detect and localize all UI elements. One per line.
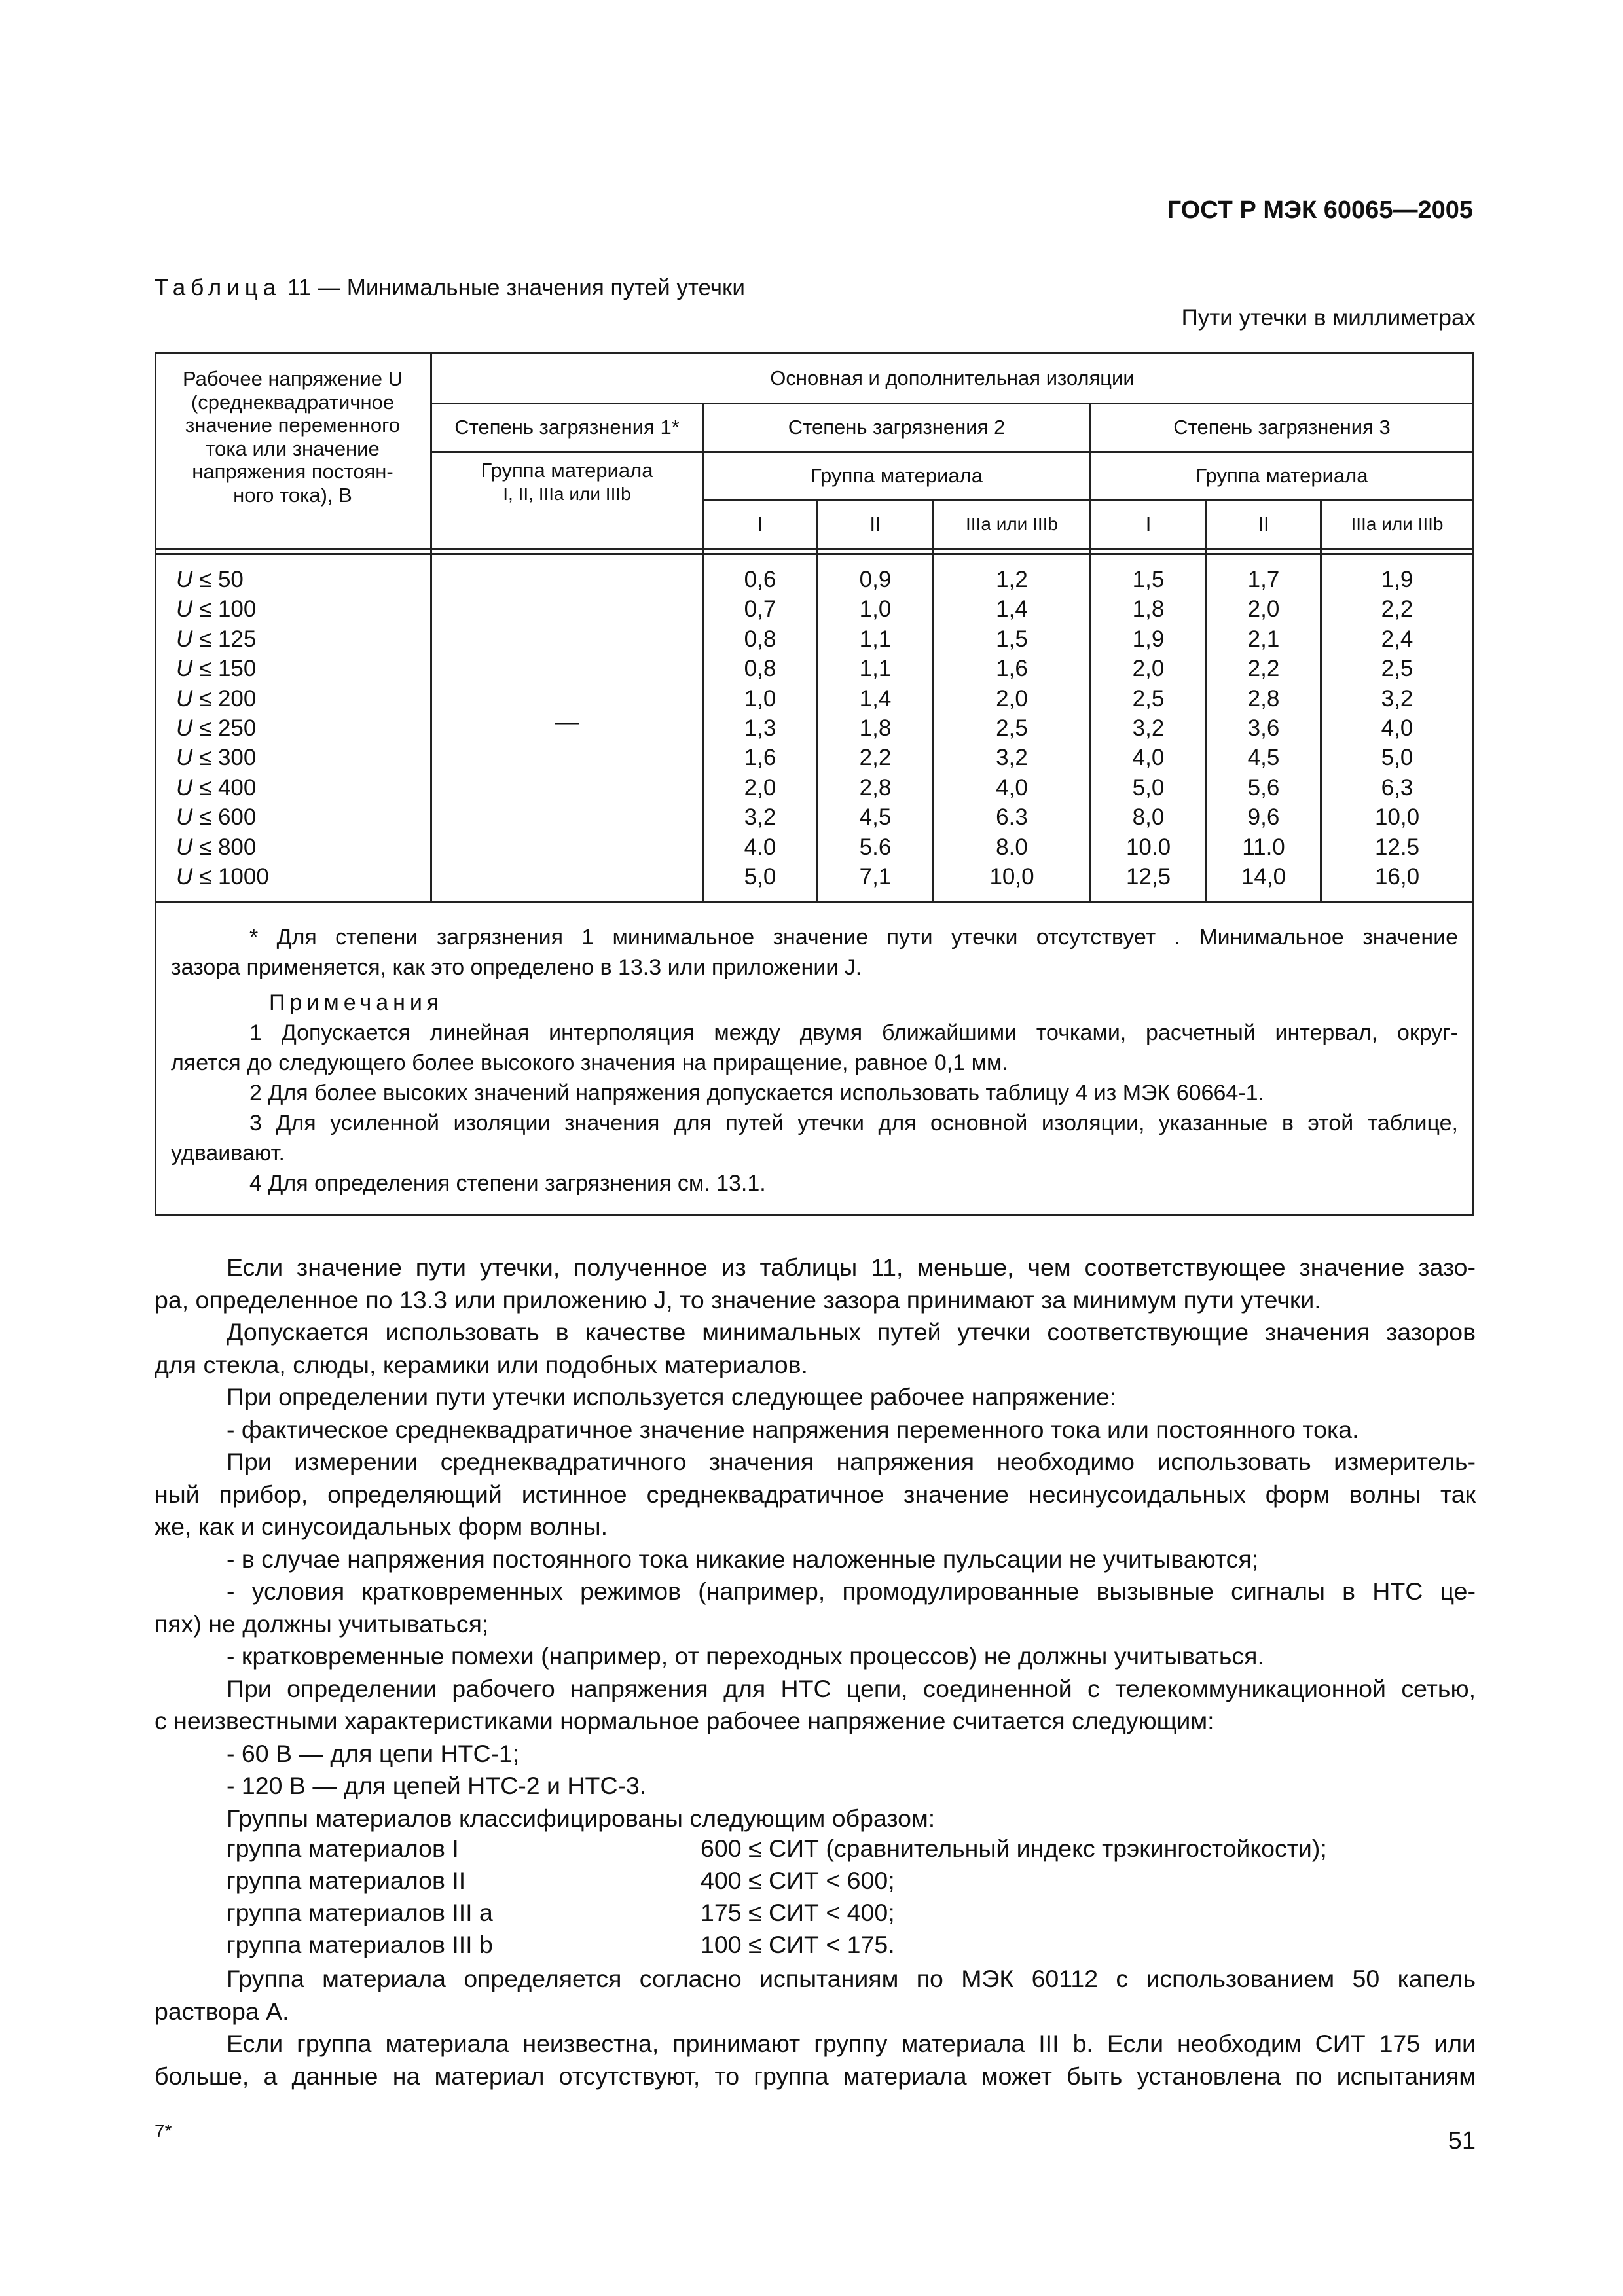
table-caption bbox=[155, 275, 745, 301]
table-rule bbox=[156, 901, 1472, 903]
value-cell: 6,3 bbox=[1381, 774, 1413, 800]
body-line: - фактическое среднеквадратичное значение напряжения переменного тока или постоянного тока. bbox=[227, 1415, 1359, 1443]
table-rule bbox=[156, 548, 1472, 550]
table-rule bbox=[156, 553, 1472, 555]
value-cell: 1,0 bbox=[859, 596, 892, 622]
header-group-pd1-line: Группа материала bbox=[481, 459, 653, 482]
value-cell: 10.0 bbox=[1125, 834, 1171, 860]
value-cell: 3,2 bbox=[1132, 715, 1165, 742]
value-cell: 5,0 bbox=[1132, 774, 1165, 800]
body-line: для стекла, слюды, керамики или подобных материалов. bbox=[155, 1350, 808, 1378]
voltage-limit: ≤ 600 bbox=[192, 804, 257, 831]
value-cell: 10,0 bbox=[989, 864, 1034, 890]
footnote-line: * Для степени загрязнения 1 минимальное значение пути утечки отсутствует . Минимальное значение bbox=[249, 925, 1458, 950]
body-line: с неизвестными характеристиками нормальное рабочее напряжение считается следующим: bbox=[155, 1707, 1214, 1734]
body-line: раствора А. bbox=[155, 1997, 289, 2025]
subheader-pd3-II: II bbox=[1258, 512, 1269, 535]
value-cell: 0,6 bbox=[744, 567, 776, 592]
value-cell: 1,8 bbox=[1132, 596, 1165, 622]
voltage-symbol: U bbox=[176, 626, 193, 652]
voltage-cell bbox=[176, 565, 269, 594]
body-text bbox=[155, 1251, 1476, 1835]
page-number: 51 bbox=[1448, 2127, 1476, 2155]
value-cell: 2,0 bbox=[1132, 656, 1165, 682]
value-cell: 4,0 bbox=[1132, 745, 1165, 771]
value-cell: 1,3 bbox=[744, 715, 776, 742]
value-cell: 12.5 bbox=[1374, 834, 1420, 860]
voltage-symbol: U bbox=[176, 834, 193, 860]
voltage-cell bbox=[176, 654, 269, 683]
material-group-range: 100 ≤ СИТ < 175. bbox=[701, 1931, 895, 1958]
header-voltage-line: (среднеквадратичное bbox=[191, 390, 395, 414]
value-cell: 2,5 bbox=[1381, 656, 1413, 682]
subheader-pd3-III: IIIa или IIIb bbox=[1351, 514, 1444, 534]
note-line: ляется до следующего более высокого значения на приращение, равное 0,1 мм. bbox=[171, 1050, 1008, 1075]
value-cell: 1,9 bbox=[1381, 567, 1413, 592]
notes-title: Примечания bbox=[269, 990, 444, 1015]
value-cell: 3,2 bbox=[744, 804, 776, 831]
body-line: - 60 В — для цепи НТС-1; bbox=[227, 1739, 520, 1767]
value-cell: 1,9 bbox=[1132, 626, 1165, 652]
value-cell: 10,0 bbox=[1374, 804, 1420, 831]
material-group-range: 175 ≤ СИТ < 400; bbox=[701, 1899, 895, 1926]
voltage-symbol: U bbox=[176, 685, 193, 711]
voltage-cell bbox=[176, 833, 269, 862]
value-cell: 12,5 bbox=[1125, 864, 1171, 890]
body-line: При определении пути утечки используется следующее рабочее напряжение: bbox=[227, 1383, 1117, 1410]
body-line: Группа материала определяется согласно испытаниям по МЭК 60112 с использованием 50 капель bbox=[227, 1965, 1476, 1992]
voltage-cell bbox=[176, 713, 269, 743]
body-line: пях) не должны учитываться; bbox=[155, 1609, 489, 1638]
header-voltage-line: значение переменного bbox=[185, 414, 400, 437]
body-line: ный прибор, определяющий истинное среднеквадратичное значение несинусоидальных форм волны так bbox=[155, 1480, 1476, 1508]
pd2-II-column bbox=[818, 565, 932, 891]
header-pd3: Степень загрязнения 3 bbox=[1173, 416, 1391, 439]
value-cell: 5,0 bbox=[1381, 745, 1413, 771]
voltage-symbol: U bbox=[176, 804, 193, 831]
voltage-symbol: U bbox=[176, 567, 193, 592]
voltage-symbol: U bbox=[176, 774, 193, 800]
value-cell: 2,2 bbox=[859, 745, 892, 771]
body-line: - 120 В — для цепей НТС-2 и НТС-3. bbox=[227, 1772, 647, 1799]
value-cell: 3,2 bbox=[996, 745, 1028, 771]
note-line: 3 Для усиленной изоляции значения для путей утечки для основной изоляции, указанные в этой таблице, bbox=[249, 1111, 1458, 1136]
voltage-cell bbox=[176, 624, 269, 654]
voltage-limit: ≤ 800 bbox=[192, 834, 257, 860]
value-cell: 14,0 bbox=[1241, 864, 1286, 890]
subheader-pd3-I: I bbox=[1145, 512, 1152, 535]
body-line: Если значение пути утечки, полученное из таблицы 11, меньше, чем соответствующее значение зазо- bbox=[227, 1253, 1476, 1281]
voltage-cell bbox=[176, 743, 269, 772]
value-cell: 16,0 bbox=[1374, 864, 1420, 890]
note-line: 2 Для более высоких значений напряжения допускается использовать таблицу 4 из МЭК 60664-1. bbox=[249, 1081, 1264, 1105]
value-cell: 3,6 bbox=[1247, 715, 1280, 742]
value-cell: 1,6 bbox=[996, 656, 1028, 682]
body-line: - условия кратковременных режимов (например, промодулированные вызывные сигналы в НТС це- bbox=[227, 1577, 1476, 1605]
body-line: - кратковременные помехи (например, от переходных процессов) не должны учитываться. bbox=[227, 1642, 1264, 1670]
value-cell: 1,2 bbox=[996, 567, 1028, 592]
voltage-limit: ≤ 125 bbox=[192, 626, 257, 652]
header-voltage-line: Рабочее напряжение U bbox=[183, 367, 403, 390]
value-cell: 2,5 bbox=[996, 715, 1028, 742]
value-cell: 2,1 bbox=[1247, 626, 1280, 652]
value-cell: 1,7 bbox=[1247, 567, 1280, 592]
value-cell: 4,0 bbox=[1381, 715, 1413, 742]
value-cell: 1,5 bbox=[996, 626, 1028, 652]
value-cell: 7,1 bbox=[859, 864, 892, 890]
header-group-pd3: Группа материала bbox=[1195, 464, 1368, 487]
voltage-symbol: U bbox=[176, 656, 193, 682]
value-cell: 2,0 bbox=[996, 685, 1028, 711]
value-cell: 2,8 bbox=[859, 774, 892, 800]
material-group-name: группа материалов III b bbox=[227, 1931, 493, 1958]
value-cell: 1,8 bbox=[859, 715, 892, 742]
body-line: - в случае напряжения постоянного тока никакие наложенные пульсации не учитываются; bbox=[227, 1545, 1259, 1573]
material-group-name: группа материалов III a bbox=[227, 1899, 493, 1926]
value-cell: 2,2 bbox=[1381, 596, 1413, 622]
header-pd1: Степень загрязнения 1* bbox=[454, 416, 680, 439]
voltage-symbol: U bbox=[176, 596, 193, 622]
note-line: 1 Допускается линейная интерполяция между двумя ближайшими точками, расчетный интервал, округ- bbox=[249, 1020, 1458, 1045]
voltage-cell bbox=[176, 862, 269, 891]
header-basic-additional: Основная и дополнительная изоляции bbox=[770, 367, 1135, 389]
value-cell: 2,8 bbox=[1247, 685, 1280, 711]
value-cell: 4,0 bbox=[996, 774, 1028, 800]
value-cell: 9,6 bbox=[1247, 804, 1280, 831]
value-cell: 5,0 bbox=[744, 864, 776, 890]
pd1-value: — bbox=[555, 708, 579, 736]
pd2-I-column bbox=[704, 565, 816, 891]
voltage-limit: ≤ 1000 bbox=[192, 864, 269, 890]
pd3-II-column bbox=[1207, 565, 1320, 891]
body-line: Допускается использовать в качестве минимальных путей утечки соответствующие значения зазоров bbox=[227, 1318, 1476, 1346]
voltage-limit: ≤ 50 bbox=[192, 567, 244, 592]
header-voltage bbox=[160, 367, 425, 507]
value-cell: 5.6 bbox=[859, 834, 892, 860]
voltage-limit: ≤ 300 bbox=[192, 745, 257, 771]
pd3-I-column bbox=[1091, 565, 1205, 891]
material-group-name: группа материалов I bbox=[227, 1835, 459, 1862]
body-line: Если группа материала неизвестна, принимают группу материала III b. Если необходим СИТ 175 или bbox=[227, 2030, 1476, 2057]
header-voltage-line: ного тока), В bbox=[233, 483, 352, 507]
voltage-limit: ≤ 100 bbox=[192, 596, 257, 622]
value-cell: 8.0 bbox=[996, 834, 1028, 860]
pd3-III-column bbox=[1322, 565, 1472, 891]
header-voltage-line: напряжения постоян- bbox=[192, 460, 393, 483]
value-cell: 2,2 bbox=[1247, 656, 1280, 682]
sheet-mark: 7* bbox=[155, 2121, 172, 2141]
value-cell: 1,6 bbox=[744, 745, 776, 771]
voltage-cell bbox=[176, 684, 269, 713]
value-cell: 5,6 bbox=[1247, 774, 1280, 800]
value-cell: 11.0 bbox=[1242, 834, 1285, 860]
value-cell: 1,0 bbox=[744, 685, 776, 711]
value-cell: 1,4 bbox=[996, 596, 1028, 622]
subheader-pd2-III: IIIa или IIIb bbox=[966, 514, 1058, 534]
value-cell: 1,4 bbox=[859, 685, 892, 711]
voltage-limit: ≤ 200 bbox=[192, 685, 257, 711]
value-cell: 2,4 bbox=[1381, 626, 1413, 652]
table-units: Пути утечки в миллиметрах bbox=[1181, 305, 1476, 331]
body-line: ра, определенное по 13.3 или приложению J, то значение зазора принимают за минимум пути утечки. bbox=[155, 1285, 1321, 1314]
subheader-pd2-II: II bbox=[869, 512, 881, 535]
value-cell: 2,0 bbox=[744, 774, 776, 800]
body-line: Группы материалов классифицированы следующим образом: bbox=[227, 1804, 936, 1832]
value-cell: 0,9 bbox=[859, 567, 892, 592]
material-group-range: 600 ≤ СИТ (сравнительный индекс трэкингостойкости); bbox=[701, 1835, 1327, 1862]
value-cell: 1,1 bbox=[859, 656, 892, 682]
material-group-name: группа материалов II bbox=[227, 1867, 466, 1894]
standard-designation: ГОСТ Р МЭК 60065—2005 bbox=[1167, 196, 1473, 224]
value-cell: 4,5 bbox=[1247, 745, 1280, 771]
value-cell: 4.0 bbox=[744, 834, 776, 860]
table-caption-word: Таблица bbox=[155, 275, 282, 300]
voltage-symbol: U bbox=[176, 864, 193, 890]
header-group-pd1-line: I, II, IIIa или IIIb bbox=[503, 484, 631, 504]
voltage-cell bbox=[176, 594, 269, 624]
table-caption-title: 11 — Минимальные значения путей утечки bbox=[287, 275, 745, 300]
creepage-table bbox=[155, 352, 1474, 1216]
voltage-symbol: U bbox=[176, 715, 193, 742]
value-cell: 2,5 bbox=[1132, 685, 1165, 711]
value-cell: 4,5 bbox=[859, 804, 892, 831]
value-cell: 2,0 bbox=[1247, 596, 1280, 622]
header-group-pd1 bbox=[432, 459, 702, 506]
body-line: же, как и синусоидальных форм волны. bbox=[155, 1513, 608, 1540]
header-voltage-line: тока или значение bbox=[206, 437, 380, 460]
header-pd2: Степень загрязнения 2 bbox=[788, 416, 1006, 439]
value-cell: 8,0 bbox=[1132, 804, 1165, 831]
voltage-limit: ≤ 400 bbox=[192, 774, 257, 800]
value-cell: 3,2 bbox=[1381, 685, 1413, 711]
value-cell: 0,8 bbox=[744, 656, 776, 682]
header-group-pd2: Группа материала bbox=[811, 464, 983, 487]
note-line: 4 Для определения степени загрязнения см. 13.1. bbox=[249, 1171, 766, 1196]
voltage-limit: ≤ 150 bbox=[192, 656, 257, 682]
voltage-limit: ≤ 250 bbox=[192, 715, 257, 742]
value-cell: 1,1 bbox=[859, 626, 892, 652]
voltage-cell bbox=[176, 773, 269, 802]
voltage-symbol: U bbox=[176, 745, 193, 771]
value-cell: 0,8 bbox=[744, 626, 776, 652]
voltage-column bbox=[176, 565, 269, 891]
value-cell: 1,5 bbox=[1132, 567, 1165, 592]
material-group-range: 400 ≤ СИТ < 600; bbox=[701, 1867, 895, 1894]
value-cell: 0,7 bbox=[744, 596, 776, 622]
body-text-tail bbox=[155, 1963, 1476, 2092]
footnote-line: зазора применяется, как это определено в 13.3 или приложении J. bbox=[171, 955, 862, 980]
subheader-pd2-I: I bbox=[757, 512, 763, 535]
value-cell: 6.3 bbox=[996, 804, 1028, 831]
body-line: больше, а данные на материал отсутствуют, то группа материала может быть установлена по испытаниям bbox=[155, 2062, 1476, 2090]
table-footnote bbox=[171, 922, 1458, 1198]
voltage-cell bbox=[176, 802, 269, 832]
pd2-III-column bbox=[934, 565, 1089, 891]
note-line: удваивают. bbox=[171, 1141, 285, 1166]
body-line: При измерении среднеквадратичного значения напряжения необходимо использовать измеритель- bbox=[227, 1448, 1476, 1475]
body-line: При определении рабочего напряжения для НТС цепи, соединенной с телекоммуникационной сетью, bbox=[227, 1674, 1476, 1702]
